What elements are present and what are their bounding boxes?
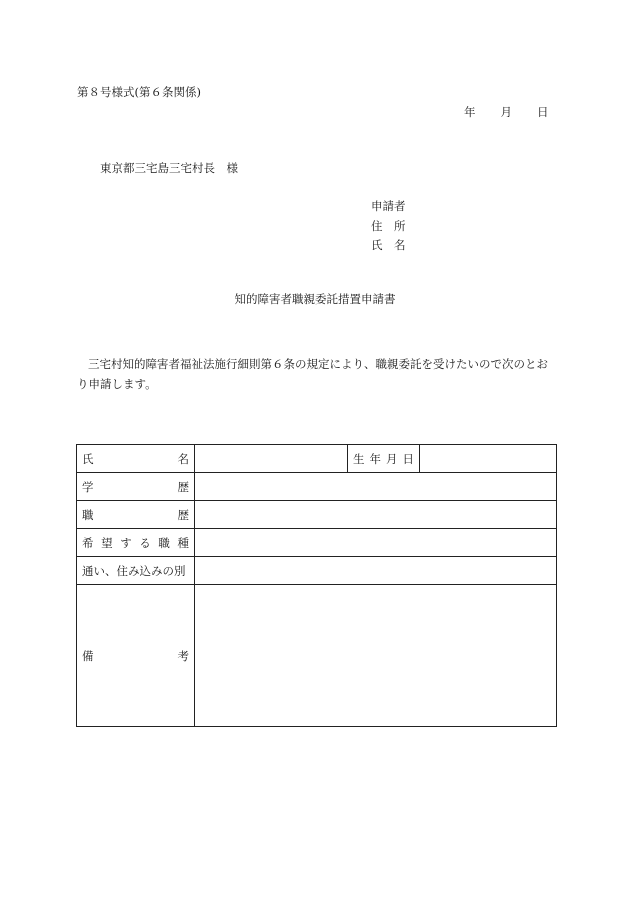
birth-date-label-cell: 生年月日 [348,445,420,473]
name-input-cell[interactable] [195,445,348,473]
applicant-block [371,197,406,256]
document-title: 知的障害者職親委託措置申請書 [234,292,396,306]
remarks-label-cell: 備考 [77,585,195,727]
name-label-cell: 氏名 [77,445,195,473]
table-row [77,585,557,727]
date-line [464,104,549,120]
career-input-cell[interactable] [195,501,557,529]
table-row [77,501,557,529]
career-label-cell: 職歴 [77,501,195,529]
birth-date-input-cell[interactable] [420,445,557,473]
remarks-input-cell[interactable] [195,585,557,727]
body-text: 三宅村知的障害者福祉法施行細則第６条の規定により、職親委託を受けたいので次のとおり申請します。 [77,357,548,391]
table-row [77,445,557,473]
commute-label-cell: 通い、住み込みの別 [77,557,195,585]
application-table [76,444,557,727]
desired-job-input-cell[interactable] [195,529,557,557]
table-row [77,557,557,585]
desired-job-label-cell: 希望する職種 [77,529,195,557]
applicant-label: 申請者 [371,199,406,213]
table-row [77,529,557,557]
education-label-cell: 学歴 [77,473,195,501]
form-number: 第８号様式(第６条関係) [77,85,201,99]
applicant-address-label: 住 所 [371,218,406,233]
applicant-name-label: 氏 名 [371,238,406,252]
commute-input-cell[interactable] [195,557,557,585]
addressee: 東京都三宅島三宅村長 様 [100,161,238,175]
date-day-label: 日 [537,105,549,119]
date-month-label: 月 [500,105,512,119]
date-year-label: 年 [464,105,476,119]
table-row [77,473,557,501]
education-input-cell[interactable] [195,473,557,501]
